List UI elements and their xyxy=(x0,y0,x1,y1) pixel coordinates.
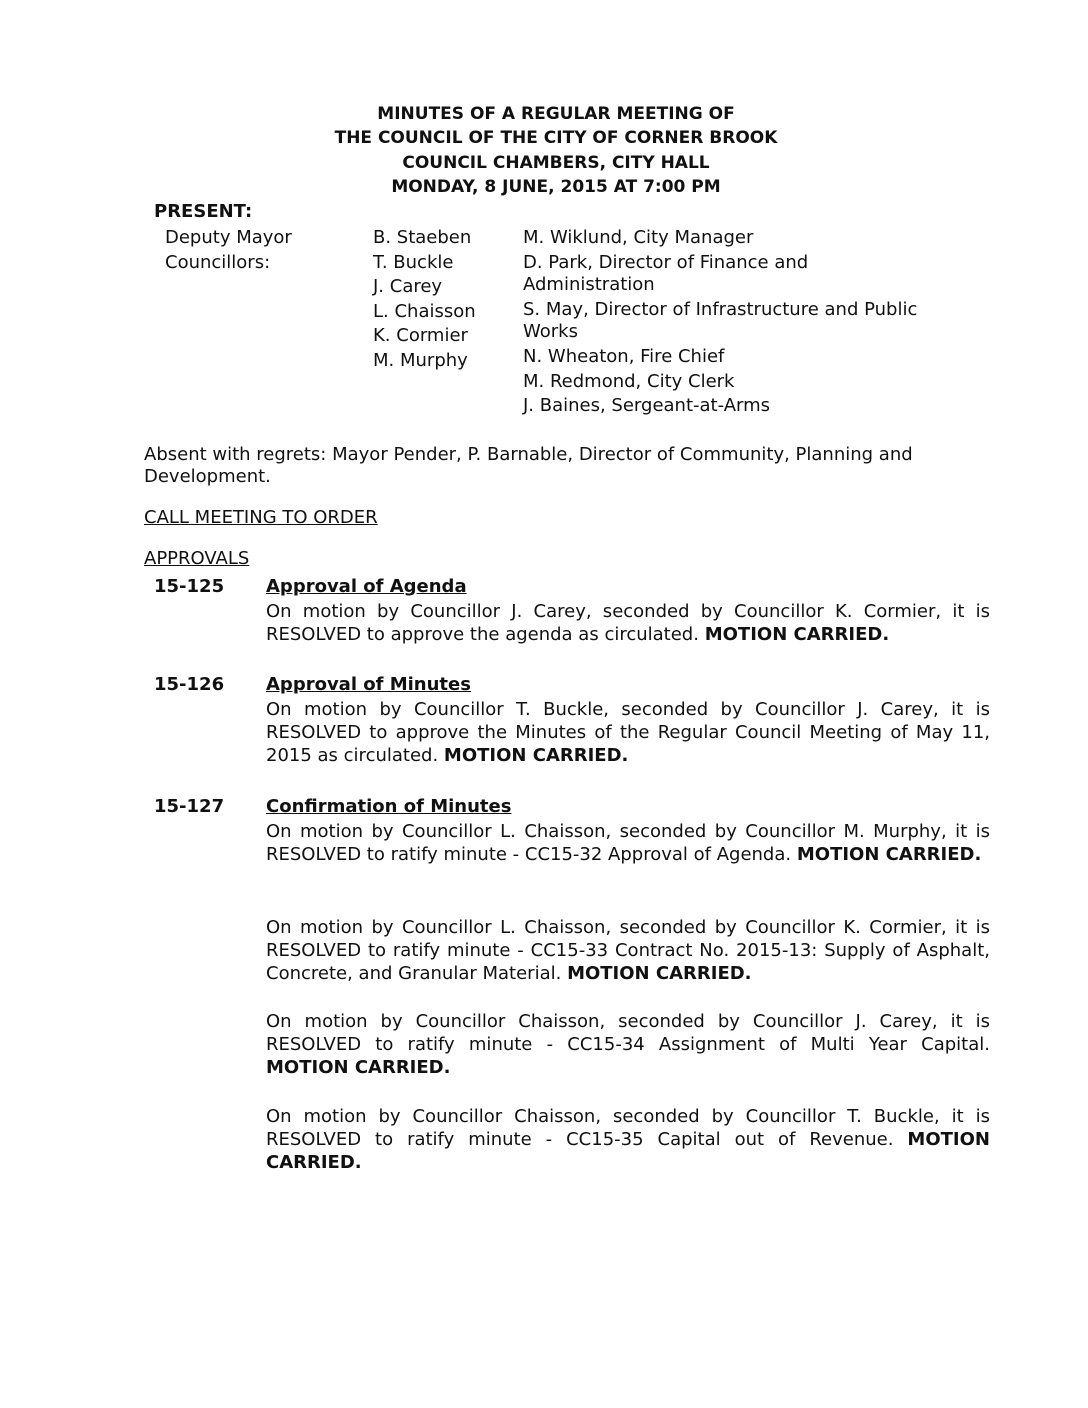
motion-paragraph xyxy=(266,1105,990,1174)
section-approvals: APPROVALS xyxy=(144,548,250,569)
member-name: L. Chaisson xyxy=(373,301,476,322)
item-number: 15-126 xyxy=(154,674,225,695)
item-number: 15-125 xyxy=(154,576,225,597)
motion-result: MOTION CARRIED. xyxy=(266,1057,451,1078)
motion-text: On motion by Councillor Chaisson, seconded by Councillor T. Buckle, it is RESOLVED to ratify minute - CC15-35 Capital out of Revenue. xyxy=(266,1106,990,1150)
motion-text: On motion by Councillor J. Carey, seconded by Councillor K. Cormier, it is RESOLVED to approve the agenda as circulated. xyxy=(266,601,990,645)
title-line-3: COUNCIL CHAMBERS, CITY HALL xyxy=(402,153,710,173)
motion-text: On motion by Councillor T. Buckle, seconded by Councillor J. Carey, it is RESOLVED to approve the Minutes of the Regular Council Meeting of May 11, 2015 as circulated. xyxy=(266,699,990,766)
motion-result: MOTION CARRIED. xyxy=(266,1129,990,1173)
item-heading: Approval of Minutes xyxy=(266,674,471,695)
staff-line: Works xyxy=(523,321,578,342)
member-name: K. Cormier xyxy=(373,325,468,346)
role-councillors: Councillors: xyxy=(165,252,271,273)
motion-text: On motion by Councillor L. Chaisson, seconded by Councillor M. Murphy, it is RESOLVED to ratify minute - CC15-32 Approval of Agenda. xyxy=(266,821,990,865)
member-name: B. Staeben xyxy=(373,227,472,248)
absent-line-2: Development. xyxy=(144,466,271,487)
member-name: T. Buckle xyxy=(373,252,454,273)
motion-result: MOTION CARRIED. xyxy=(567,963,752,984)
item-heading: Confirmation of Minutes xyxy=(266,796,512,817)
motion-paragraph xyxy=(266,698,990,767)
member-name: M. Murphy xyxy=(373,350,468,371)
staff-line: J. Baines, Sergeant-at-Arms xyxy=(523,395,771,416)
item-number: 15-127 xyxy=(154,796,225,817)
role-deputy-mayor: Deputy Mayor xyxy=(165,227,292,248)
item-heading: Approval of Agenda xyxy=(266,576,467,597)
staff-line: N. Wheaton, Fire Chief xyxy=(523,346,725,367)
motion-result: MOTION CARRIED. xyxy=(443,745,629,766)
motion-paragraph xyxy=(266,820,990,866)
motion-text: On motion by Councillor L. Chaisson, seconded by Councillor K. Cormier, it is RESOLVED to ratify minute - CC15-33 Contract No. 2015-13: Supply of Asphalt, Concrete, and Granular Material. xyxy=(266,917,990,984)
title-line-1: MINUTES OF A REGULAR MEETING OF xyxy=(377,104,735,124)
motion-paragraph xyxy=(266,916,990,985)
title-line-2: THE COUNCIL OF THE CITY OF CORNER BROOK xyxy=(334,128,778,148)
staff-line: D. Park, Director of Finance and xyxy=(523,252,809,273)
staff-line: Administration xyxy=(523,274,655,295)
staff-line: M. Redmond, City Clerk xyxy=(523,371,735,392)
staff-line: M. Wiklund, City Manager xyxy=(523,227,754,248)
section-call-to-order: CALL MEETING TO ORDER xyxy=(144,507,378,528)
present-label: PRESENT: xyxy=(154,201,253,222)
motion-result: MOTION CARRIED. xyxy=(704,624,890,645)
motion-paragraph xyxy=(266,1010,990,1079)
motion-paragraph xyxy=(266,600,990,646)
member-name: J. Carey xyxy=(373,276,443,297)
absent-line-1: Absent with regrets: Mayor Pender, P. Barnable, Director of Community, Planning and xyxy=(144,444,913,465)
motion-result: MOTION CARRIED. xyxy=(796,844,982,865)
staff-line: S. May, Director of Infrastructure and Public xyxy=(523,299,918,320)
title-line-4: MONDAY, 8 JUNE, 2015 AT 7:00 PM xyxy=(391,177,721,197)
motion-text: On motion by Councillor Chaisson, seconded by Councillor J. Carey, it is RESOLVED to ratify minute - CC15-34 Assignment of Multi Year Capital. xyxy=(266,1011,990,1055)
